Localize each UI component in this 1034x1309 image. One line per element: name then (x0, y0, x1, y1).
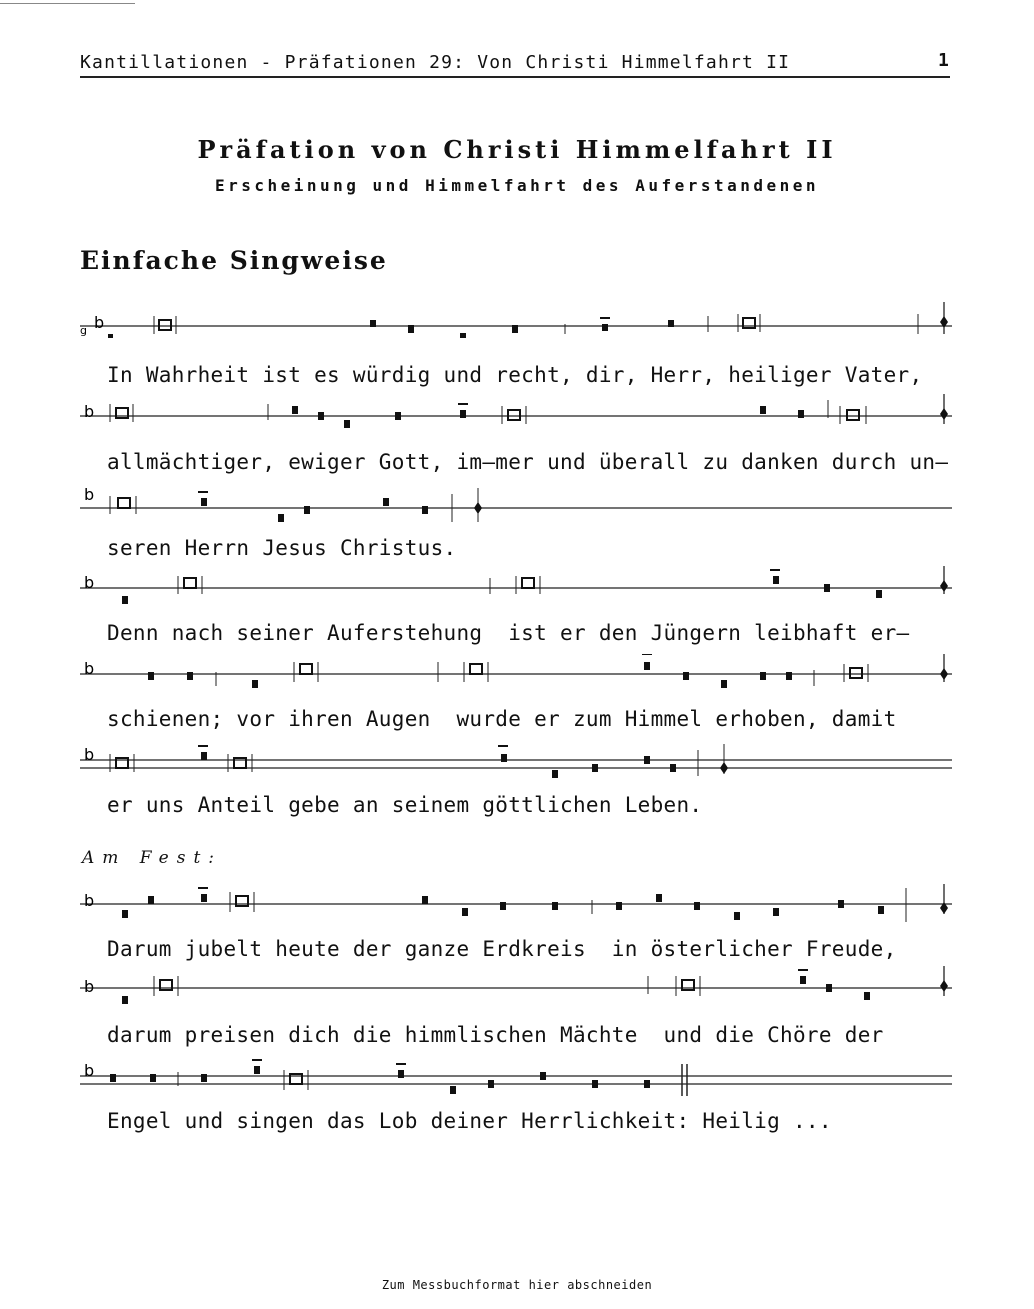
chant-staff-9 (80, 1056, 952, 1092)
chant-staff-4 (80, 566, 952, 602)
svg-text:b: b (84, 402, 95, 421)
svg-text:b: b (84, 745, 95, 764)
svg-text:b: b (84, 659, 95, 678)
chant-staff-8 (80, 966, 952, 1002)
running-header (80, 50, 950, 78)
lyric-line-8: darum preisen dich die himmlischen Mächte und die Chöre der (107, 1023, 884, 1047)
page-title: Präfation von Christi Himmelfahrt II (197, 135, 837, 164)
svg-text:b: b (84, 977, 95, 996)
lyric-line-1: In Wahrheit ist es würdig und recht, dir, Herr, heiliger Vater, (107, 363, 923, 387)
lyric-line-2: allmächtiger, ewiger Gott, im—mer und überall zu danken durch un— (107, 450, 949, 474)
chant-staff-1 (80, 302, 952, 338)
lyric-line-4: Denn nach seiner Auferstehung ist er den Jüngern leibhaft er— (107, 621, 910, 645)
am-fest-label: Am Fest: (82, 848, 223, 868)
svg-text:b: b (84, 485, 95, 504)
lyric-line-6: er uns Anteil gebe an seinem göttlichen Leben. (107, 793, 703, 817)
page-subtitle: Erscheinung und Himmelfahrt des Auferstandenen (214, 176, 820, 195)
top-cut-line (0, 3, 135, 4)
svg-text:b: b (94, 313, 105, 332)
section-title: Einfache Singweise (80, 246, 388, 275)
chant-staff-6 (80, 740, 952, 776)
chant-staff-7 (80, 884, 952, 920)
lyric-line-3: seren Herrn Jesus Christus. (107, 536, 457, 560)
lyric-line-5: schienen; vor ihren Augen wurde er zum Himmel erhoben, damit (107, 707, 897, 731)
svg-text:b: b (84, 573, 95, 592)
chant-staff-2 (80, 394, 952, 430)
lyric-line-9: Engel und singen das Lob deiner Herrlichkeit: Heilig ... (107, 1109, 832, 1133)
chant-staff-5 (80, 654, 952, 690)
svg-text:b: b (84, 1061, 95, 1080)
lyric-line-7: Darum jubelt heute der ganze Erdkreis in österlicher Freude, (107, 937, 897, 961)
svg-text:g: g (80, 324, 87, 337)
cut-instruction: Zum Messbuchformat hier abschneiden (381, 1278, 653, 1292)
svg-text:b: b (84, 891, 95, 910)
chant-staff-3 (80, 484, 952, 520)
page-number: 1 (937, 50, 950, 71)
running-title: Kantillationen - Präfationen 29: Von Christi Himmelfahrt II (80, 52, 791, 73)
